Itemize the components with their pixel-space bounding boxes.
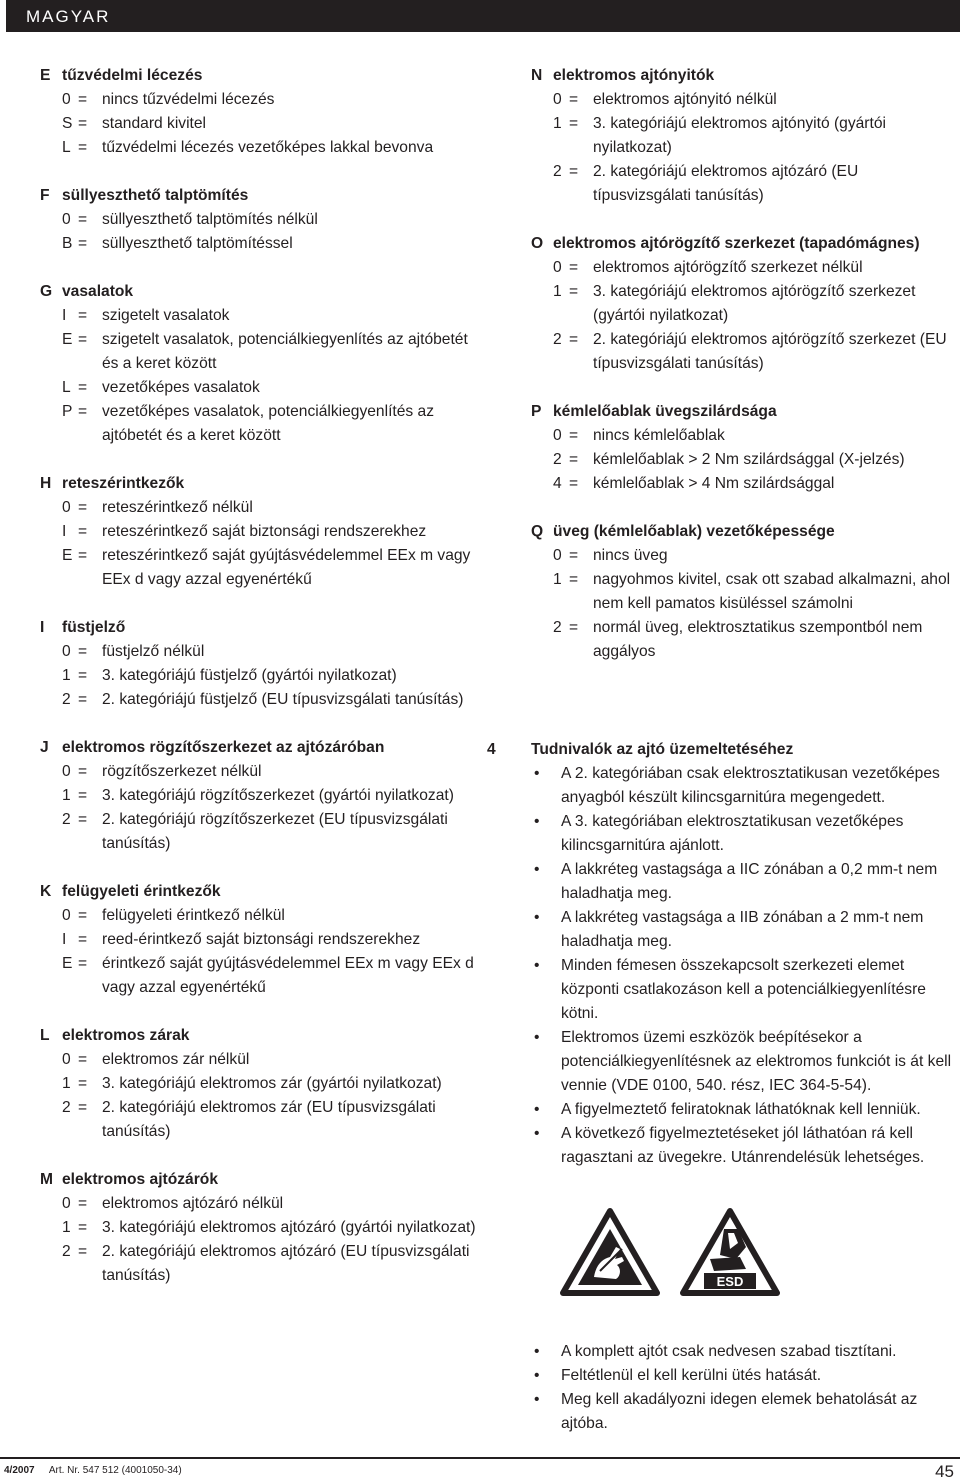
option-row: [531, 112, 956, 160]
equals-sign: =: [78, 1219, 88, 1236]
section-title: reteszérintkezők: [62, 475, 185, 492]
bullet-dot: •: [534, 1343, 540, 1360]
section-heading: [40, 472, 480, 496]
option-code: 0: [553, 427, 562, 444]
bullet-text: Elektromos üzemi eszközök beépítésekor a potenciálkiegyenlítésnek az elektromos funkciót is át kell vennie (VDE 0100, 540. rész, IEC 364-5-54).: [561, 1029, 952, 1094]
spec-section: [531, 64, 956, 208]
cleaning-bullet: [487, 1364, 957, 1388]
right-column: [531, 64, 956, 688]
spec-section: [40, 1168, 480, 1288]
bullet-dot: •: [534, 1125, 540, 1142]
option-code: 0: [62, 91, 71, 108]
option-code: 0: [553, 91, 562, 108]
equals-sign: =: [78, 931, 88, 948]
option-description: vezetőképes vasalatok: [102, 379, 260, 396]
option-description: elektromos ajtózáró nélkül: [102, 1195, 284, 1212]
option-row: [40, 88, 480, 112]
equals-sign: =: [78, 499, 88, 516]
option-row: [531, 616, 956, 664]
option-code: 2: [62, 691, 71, 708]
section-title: füstjelző: [62, 619, 126, 636]
cleaning-bullet: [487, 1340, 957, 1364]
equals-sign: =: [78, 403, 88, 420]
language-header-bar: [6, 0, 960, 32]
option-description: süllyeszthető talptömítéssel: [102, 235, 293, 252]
option-description: kémlelőablak > 2 Nm szilárdsággal (X-jelzés): [593, 451, 905, 468]
bullet-dot: •: [534, 957, 540, 974]
section-heading: [40, 1168, 480, 1192]
option-row: [40, 1240, 480, 1288]
option-row: [531, 328, 956, 376]
note-bullet: [487, 810, 957, 858]
option-code: 0: [553, 259, 562, 276]
note-bullet: [487, 1026, 957, 1098]
section-letter: J: [40, 739, 49, 756]
note-bullet: [487, 906, 957, 954]
section-title: elektromos zárak: [62, 1027, 190, 1044]
bullet-text: A figyelmeztető feliratoknak láthatóknak kell lenniük.: [561, 1101, 921, 1118]
equals-sign: =: [569, 571, 579, 588]
option-description: érintkező saját gyújtásvédelemmel EEx m vagy EEx d vagy azzal egyenértékű: [102, 955, 474, 996]
equals-sign: =: [569, 547, 579, 564]
bullet-text: Minden fémesen összekapcsolt szerkezeti elemet központi csatlakozáson kell a potenciálkiegyenlítésre kötni.: [561, 957, 926, 1022]
equals-sign: =: [569, 619, 579, 636]
option-row: [40, 328, 480, 376]
bullet-text: A 3. kategóriában elektrosztatikusan vezetőképes kilincsgarnitúra ajánlott.: [561, 813, 904, 854]
equals-sign: =: [78, 787, 88, 804]
option-row: [40, 1048, 480, 1072]
equals-sign: =: [78, 1051, 88, 1068]
option-code: 1: [553, 571, 562, 588]
section-heading: [531, 400, 956, 424]
option-code: 2: [62, 1099, 71, 1116]
section-title: süllyeszthető talptömítés: [62, 187, 249, 204]
option-description: kémlelőablak > 4 Nm szilárdsággal: [593, 475, 835, 492]
option-description: nincs üveg: [593, 547, 668, 564]
option-row: [40, 544, 480, 592]
option-row: [531, 544, 956, 568]
option-description: reteszérintkező saját gyújtásvédelemmel EEx m vagy EEx d vagy azzal egyenértékű: [102, 547, 471, 588]
option-description: füstjelző nélkül: [102, 643, 205, 660]
option-row: [40, 520, 480, 544]
bullet-text: A 2. kategóriában csak elektrosztatikusan vezetőképes anyagból készült kilincsgarnitúra megengedett.: [561, 765, 940, 806]
section-letter: M: [40, 1171, 53, 1188]
bullet-text: A lakkréteg vastagsága a IIC zónában a 0,2 mm-t nem haladhatja meg.: [561, 861, 938, 902]
spec-section: [40, 184, 480, 256]
option-description: tűzvédelmi lécezés vezetőképes lakkal bevonva: [102, 139, 434, 156]
option-row: [40, 232, 480, 256]
option-code: 1: [553, 283, 562, 300]
equals-sign: =: [78, 331, 88, 348]
bullet-text: Feltétlenül el kell kerülni ütés hatását.: [561, 1367, 822, 1384]
option-description: 2. kategóriájú elektromos ajtózáró (EU típusvizsgálati tanúsítás): [102, 1243, 470, 1284]
esd-sign-label: ESD: [716, 1274, 744, 1289]
note-bullet: [487, 762, 957, 810]
option-row: [40, 664, 480, 688]
option-row: [531, 448, 956, 472]
option-row: [40, 1096, 480, 1144]
section-title: elektromos ajtózárók: [62, 1171, 218, 1188]
section-title: felügyeleti érintkezők: [62, 883, 221, 900]
option-row: [531, 280, 956, 328]
equals-sign: =: [78, 307, 88, 324]
equals-sign: =: [78, 1099, 88, 1116]
option-row: [531, 472, 956, 496]
section-title: üveg (kémlelőablak) vezetőképessége: [553, 523, 835, 540]
equals-sign: =: [569, 91, 579, 108]
section-letter: Q: [531, 523, 544, 540]
option-description: nagyohmos kivitel, csak ott szabad alkalmazni, ahol nem kell pamatos kisüléssel számolni: [593, 571, 951, 612]
section-title: kémlelőablak üvegszilárdsága: [553, 403, 777, 420]
option-row: [40, 208, 480, 232]
footer-article: Art. Nr. 547 512 (4001050-34): [48, 1465, 182, 1476]
option-code: 1: [62, 1075, 71, 1092]
option-row: [40, 376, 480, 400]
option-code: 1: [553, 115, 562, 132]
section-title: elektromos ajtónyitók: [553, 67, 715, 84]
option-code: 1: [62, 787, 71, 804]
bullet-text: A lakkréteg vastagsága a IIB zónában a 2 mm-t nem haladhatja meg.: [561, 909, 924, 950]
equals-sign: =: [78, 139, 88, 156]
equals-sign: =: [78, 523, 88, 540]
option-code: I: [62, 307, 67, 324]
bullet-dot: •: [534, 765, 540, 782]
option-row: [40, 784, 480, 808]
cleaning-bullet: [487, 1388, 957, 1436]
spec-section: [40, 280, 480, 448]
equals-sign: =: [78, 115, 88, 132]
section-letter: H: [40, 475, 52, 492]
option-description: 2. kategóriájú elektromos ajtózáró (EU típusvizsgálati tanúsítás): [593, 163, 859, 204]
language-label: MAGYAR: [26, 7, 111, 26]
option-code: 2: [553, 619, 562, 636]
option-description: reteszérintkező saját biztonsági rendszerekhez: [102, 523, 427, 540]
option-row: [40, 136, 480, 160]
spec-section: [531, 232, 956, 376]
spec-section: [40, 736, 480, 856]
option-description: elektromos ajtórögzítő szerkezet nélkül: [593, 259, 863, 276]
section-letter: E: [40, 67, 51, 84]
option-code: 0: [62, 1051, 71, 1068]
option-code: 0: [62, 763, 71, 780]
section-heading: [40, 736, 480, 760]
notes-bullet-list: [487, 762, 957, 1170]
option-description: 2. kategóriájú elektromos ajtórögzítő szerkezet (EU típusvizsgálati tanúsítás): [593, 331, 947, 372]
option-row: [531, 88, 956, 112]
option-description: 2. kategóriájú füstjelző (EU típusvizsgálati tanúsítás): [102, 691, 464, 708]
notes-heading: [487, 738, 957, 762]
footer-divider: [0, 1457, 960, 1459]
section-heading: [40, 280, 480, 304]
bullet-dot: •: [534, 861, 540, 878]
page-number: 45: [935, 1462, 954, 1481]
section-heading: [531, 64, 956, 88]
spec-section: [40, 880, 480, 1000]
spec-section: [40, 64, 480, 160]
equals-sign: =: [78, 91, 88, 108]
option-description: 3. kategóriájú elektromos ajtózáró (gyártói nyilatkozat): [102, 1219, 476, 1236]
option-description: elektromos ajtónyitó nélkül: [593, 91, 777, 108]
option-description: 2. kategóriájú elektromos zár (EU típusvizsgálati tanúsítás): [102, 1099, 436, 1140]
equals-sign: =: [78, 1195, 88, 1212]
section-letter: N: [531, 67, 543, 84]
equals-sign: =: [78, 1075, 88, 1092]
equals-sign: =: [569, 115, 579, 132]
section-letter: I: [40, 619, 45, 636]
equals-sign: =: [569, 475, 579, 492]
option-code: L: [62, 379, 71, 396]
section-title: elektromos rögzítőszerkezet az ajtózáróban: [62, 739, 385, 756]
equals-sign: =: [78, 811, 88, 828]
section-letter: P: [531, 403, 542, 420]
equals-sign: =: [78, 907, 88, 924]
option-code: S: [62, 115, 73, 132]
option-description: szigetelt vasalatok, potenciálkiegyenlítés az ajtóbetét és a keret között: [102, 331, 468, 372]
option-description: reteszérintkező nélkül: [102, 499, 253, 516]
section-letter: L: [40, 1027, 50, 1044]
option-row: [40, 304, 480, 328]
bullet-text: Meg kell akadályozni idegen elemek behatolását az ajtóba.: [561, 1391, 918, 1432]
option-row: [40, 496, 480, 520]
equals-sign: =: [569, 259, 579, 276]
option-row: [40, 904, 480, 928]
option-row: [40, 1072, 480, 1096]
section-title: elektromos ajtórögzítő szerkezet (tapadómágnes): [553, 235, 920, 252]
cleaning-bullet-list: [487, 1340, 957, 1436]
esd-hand-warning-icon: [560, 1207, 660, 1297]
option-row: [40, 760, 480, 784]
section-letter: O: [531, 235, 544, 252]
option-code: 0: [62, 643, 71, 660]
footer-date: 4/2007: [4, 1465, 35, 1476]
equals-sign: =: [569, 163, 579, 180]
option-row: [40, 400, 480, 448]
option-row: [40, 808, 480, 856]
section-letter: G: [40, 283, 53, 300]
notes-number: 4: [487, 741, 496, 758]
option-row: [40, 952, 480, 1000]
bullet-dot: •: [534, 813, 540, 830]
spec-section: [40, 1024, 480, 1144]
option-code: B: [62, 235, 73, 252]
section-heading: [531, 232, 956, 256]
section-letter: F: [40, 187, 50, 204]
notes-title: Tudnivalók az ajtó üzemeltetéséhez: [531, 741, 794, 758]
bullet-dot: •: [534, 1367, 540, 1384]
note-bullet: [487, 954, 957, 1026]
option-description: vezetőképes vasalatok, potenciálkiegyenlítés az ajtóbetét és a keret között: [102, 403, 434, 444]
option-row: [40, 640, 480, 664]
bullet-dot: •: [534, 1391, 540, 1408]
spec-section: [531, 400, 956, 496]
equals-sign: =: [78, 955, 88, 972]
equals-sign: =: [78, 547, 88, 564]
option-row: [531, 256, 956, 280]
bullet-dot: •: [534, 1029, 540, 1046]
warning-signs: [560, 1207, 780, 1297]
option-row: [531, 424, 956, 448]
spec-section: [40, 472, 480, 592]
spec-section: [40, 616, 480, 712]
option-code: 0: [553, 547, 562, 564]
bullet-dot: •: [534, 1101, 540, 1118]
option-code: 0: [62, 907, 71, 924]
option-description: süllyeszthető talptömítés nélkül: [102, 211, 318, 228]
section-heading: [531, 520, 956, 544]
option-row: [531, 160, 956, 208]
note-bullet: [487, 1098, 957, 1122]
section-heading: [40, 880, 480, 904]
section-heading: [40, 64, 480, 88]
option-row: [40, 928, 480, 952]
equals-sign: =: [78, 1243, 88, 1260]
option-code: 2: [62, 1243, 71, 1260]
footer-info: [4, 1465, 182, 1476]
section-title: tűzvédelmi lécezés: [62, 67, 203, 84]
option-description: felügyeleti érintkező nélkül: [102, 907, 285, 924]
equals-sign: =: [78, 763, 88, 780]
section-letter: K: [40, 883, 52, 900]
option-row: [40, 688, 480, 712]
option-description: 3. kategóriájú elektromos ajtónyitó (gyártói nyilatkozat): [593, 115, 886, 156]
section-title: vasalatok: [62, 283, 134, 300]
equals-sign: =: [569, 331, 579, 348]
option-code: 1: [62, 667, 71, 684]
spec-section: [531, 520, 956, 664]
option-description: nincs tűzvédelmi lécezés: [102, 91, 275, 108]
option-row: [40, 1192, 480, 1216]
option-code: I: [62, 523, 67, 540]
option-row: [40, 112, 480, 136]
equals-sign: =: [78, 379, 88, 396]
option-description: 2. kategóriájú rögzítőszerkezet (EU típusvizsgálati tanúsítás): [102, 811, 448, 852]
equals-sign: =: [569, 427, 579, 444]
bullet-text: A következő figyelmeztetéseket jól láthatóan rá kell ragasztani az üvegekre. Utánrendelésük lehetséges.: [561, 1125, 925, 1166]
option-code: E: [62, 955, 73, 972]
equals-sign: =: [78, 691, 88, 708]
equals-sign: =: [569, 451, 579, 468]
option-description: rögzítőszerkezet nélkül: [102, 763, 262, 780]
equals-sign: =: [78, 667, 88, 684]
option-code: 1: [62, 1219, 71, 1236]
option-code: 0: [62, 499, 71, 516]
option-description: reed-érintkező saját biztonsági rendszerekhez: [102, 931, 421, 948]
option-description: elektromos zár nélkül: [102, 1051, 250, 1068]
option-code: L: [62, 139, 71, 156]
equals-sign: =: [78, 235, 88, 252]
equals-sign: =: [78, 643, 88, 660]
option-description: nincs kémlelőablak: [593, 427, 725, 444]
note-bullet: [487, 858, 957, 906]
section-heading: [40, 616, 480, 640]
bullet-dot: •: [534, 909, 540, 926]
option-code: 2: [553, 331, 562, 348]
option-description: 3. kategóriájú rögzítőszerkezet (gyártói nyilatkozat): [102, 787, 454, 804]
option-code: 2: [553, 451, 562, 468]
equals-sign: =: [78, 211, 88, 228]
option-code: 0: [62, 211, 71, 228]
option-code: I: [62, 931, 67, 948]
option-description: standard kivitel: [102, 115, 207, 132]
option-code: 0: [62, 1195, 71, 1212]
option-description: 3. kategóriájú füstjelző (gyártói nyilatkozat): [102, 667, 397, 684]
equals-sign: =: [569, 283, 579, 300]
operating-notes: [487, 738, 957, 1170]
option-code: E: [62, 547, 73, 564]
esd-cleaning-warning-icon: [680, 1207, 780, 1297]
option-description: normál üveg, elektrosztatikus szempontból nem aggályos: [593, 619, 923, 660]
option-code: P: [62, 403, 73, 420]
section-heading: [40, 1024, 480, 1048]
option-row: [531, 568, 956, 616]
option-code: E: [62, 331, 73, 348]
option-description: 3. kategóriájú elektromos zár (gyártói nyilatkozat): [102, 1075, 442, 1092]
bullet-text: A komplett ajtót csak nedvesen szabad tisztítani.: [561, 1343, 897, 1360]
option-code: 2: [62, 811, 71, 828]
option-description: szigetelt vasalatok: [102, 307, 230, 324]
option-code: 2: [553, 163, 562, 180]
note-bullet: [487, 1122, 957, 1170]
option-row: [40, 1216, 480, 1240]
left-column: [40, 64, 480, 1312]
option-description: 3. kategóriájú elektromos ajtórögzítő szerkezet (gyártói nyilatkozat): [593, 283, 916, 324]
section-heading: [40, 184, 480, 208]
option-code: 4: [553, 475, 562, 492]
